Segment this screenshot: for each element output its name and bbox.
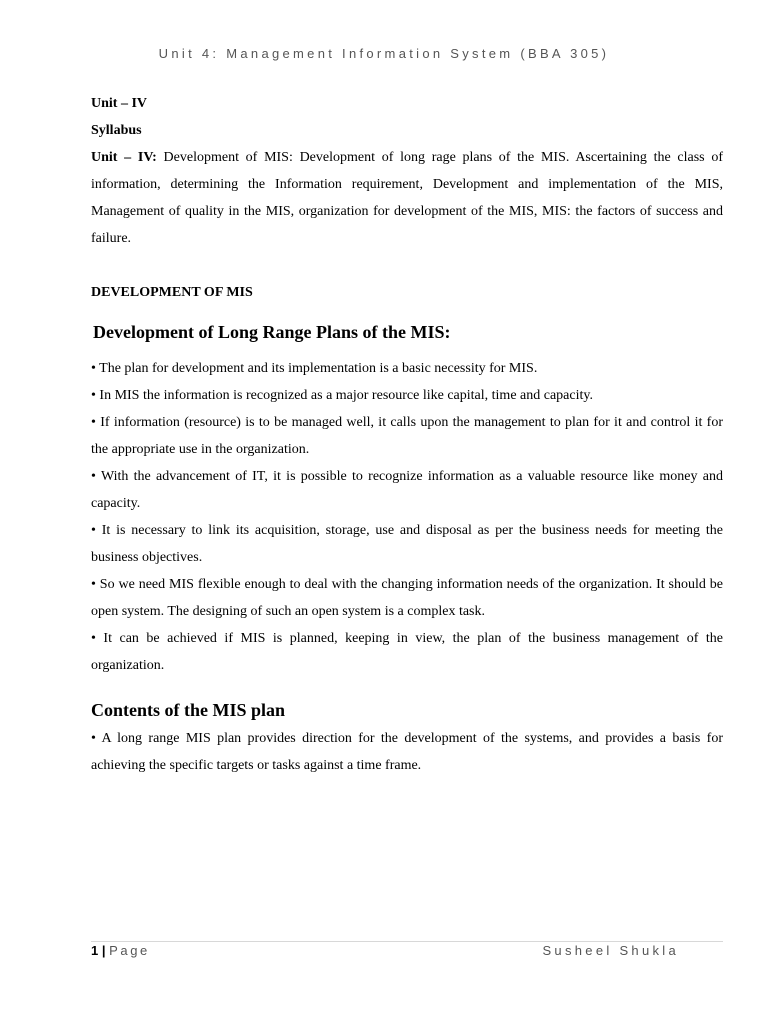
section-heading: DEVELOPMENT OF MIS [91, 285, 253, 300]
subheading: Development of Long Range Plans of the MIS: [93, 322, 451, 342]
page-number: 1 [91, 943, 99, 958]
bullet-item: • It can be achieved if MIS is planned, keeping in view, the plan of the business management of the organization. [91, 631, 723, 673]
syllabus-heading: Syllabus [91, 123, 142, 138]
syllabus-label: Unit – IV: [91, 150, 157, 165]
footer-author: Susheel Shukla [542, 943, 679, 958]
bullet-item: • If information (resource) is to be managed well, it calls upon the management to plan for it and control it for the appropriate use in the organization. [91, 415, 723, 457]
page-label: Page [109, 943, 150, 958]
syllabus-text: Development of MIS: Development of long rage plans of the MIS. Ascertaining the class of information, determining the Information requirement, Development and implementation of the MIS, Management of quality in the MIS, organization for development of the MIS, MIS: the factors of success and failure. [91, 150, 723, 246]
syllabus-paragraph [91, 144, 723, 252]
page-header: Unit 4: Management Information System (BBA 305) [158, 46, 610, 61]
page-footer [91, 943, 723, 961]
contents-paragraph: • A long range MIS plan provides direction for the development of the systems, and provides a basis for achieving the specific targets or tasks against a time frame. [91, 731, 723, 773]
contents-heading: Contents of the MIS plan [91, 700, 286, 720]
bullet-item: • It is necessary to link its acquisition, storage, use and disposal as per the business needs for meeting the business objectives. [91, 523, 723, 565]
bullet-item: • With the advancement of IT, it is possible to recognize information as a valuable resource like money and capacity. [91, 469, 723, 511]
unit-title: Unit – IV [91, 96, 148, 111]
footer-divider [91, 941, 723, 942]
bullet-item: • So we need MIS flexible enough to deal with the changing information needs of the organization. It should be open system. The designing of such an open system is a complex task. [91, 577, 723, 619]
document-body [91, 90, 723, 779]
bullet-item: • In MIS the information is recognized as a major resource like capital, time and capacity. [91, 388, 593, 403]
page-separator: | [98, 943, 110, 958]
bullet-item: • The plan for development and its implementation is a basic necessity for MIS. [91, 361, 538, 376]
